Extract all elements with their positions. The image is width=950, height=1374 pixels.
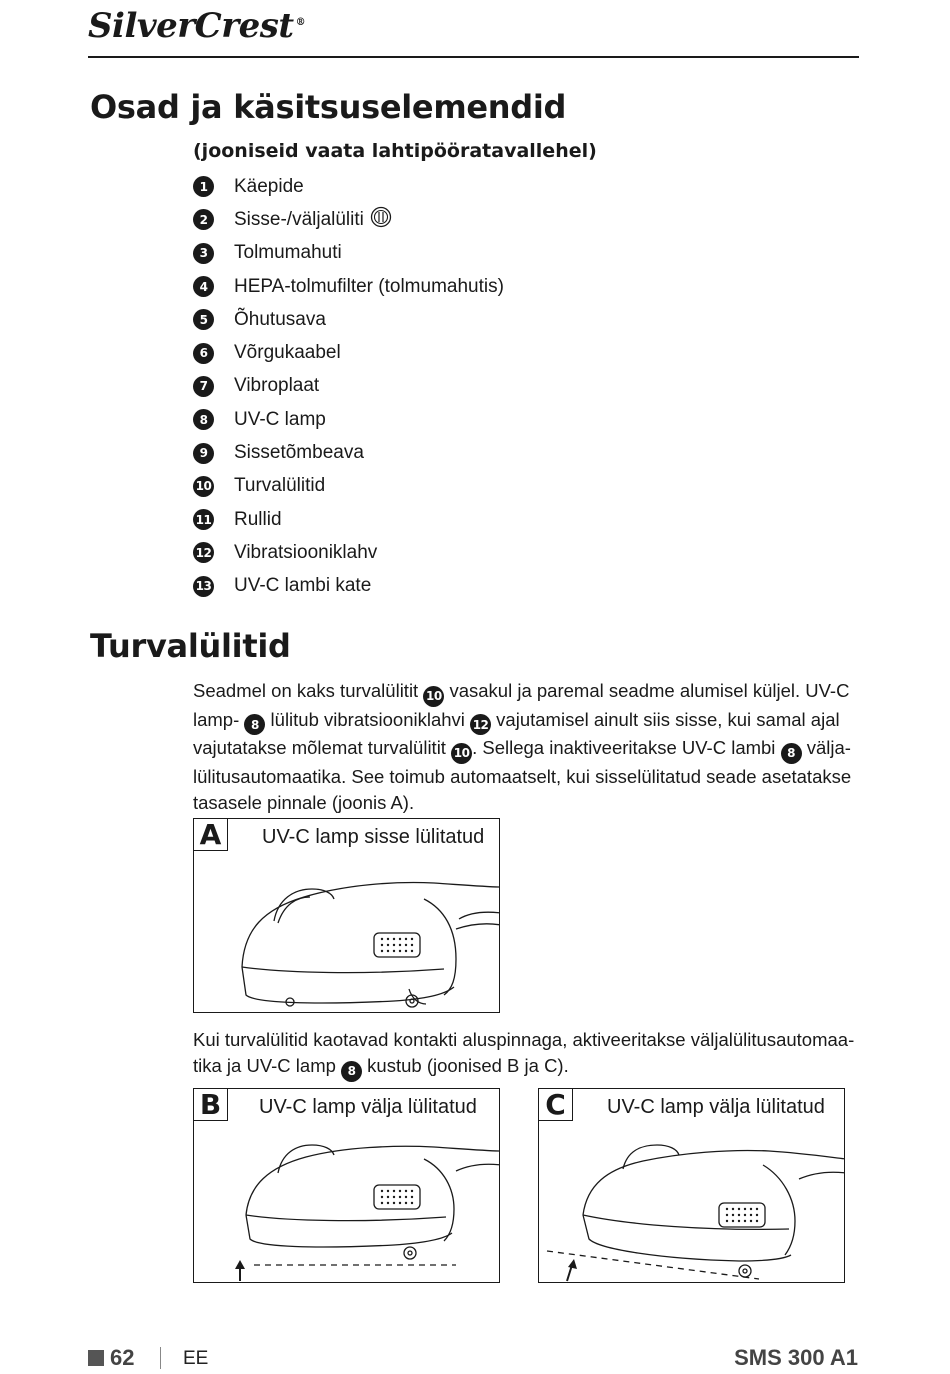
part-number: 3 (193, 243, 214, 264)
text-line: Kui turvalülitid kaotavad kontakti aluspinnaga, aktiveeritakse väljalülitusautomaa- (193, 1029, 855, 1050)
part-ref: 8 (341, 1061, 362, 1082)
list-item (193, 203, 504, 236)
text-run: vajutatakse mõlemat turvalülitit (193, 737, 452, 759)
language-code: EE (183, 1348, 209, 1369)
safety-paragraph-2 (193, 1027, 859, 1082)
parts-heading: Osad ja käsitsuselemendid (90, 88, 567, 126)
figure-letter: C (539, 1089, 573, 1121)
text-run: vasakul ja paremal seadme alumisel küljel. UV-C (444, 680, 850, 701)
part-ref: 8 (244, 714, 265, 735)
part-label: UV-C lamp (234, 408, 326, 430)
list-item (193, 170, 504, 203)
list-item (193, 270, 504, 303)
text-run: . Sellega inaktiveeritakse UV-C lambi (472, 737, 781, 759)
list-item (193, 436, 504, 469)
safety-heading: Turvalülitid (90, 627, 291, 665)
registered-mark: ® (295, 16, 306, 28)
figure-a (193, 818, 500, 1013)
model-name: SMS 300 A1 (734, 1345, 858, 1370)
safety-paragraph-1 (193, 678, 859, 817)
brand-logo (88, 6, 305, 46)
list-item (193, 503, 504, 536)
text-run: Seadmel on kaks turvalülitit (193, 680, 424, 701)
part-number: 7 (193, 376, 214, 397)
part-number: 9 (193, 443, 214, 464)
text-run: lülitub vibratsiooniklahvi (265, 708, 471, 730)
footer-marker (88, 1350, 104, 1366)
part-label: Õhutusava (234, 308, 326, 330)
part-label: Sissetõmbeava (234, 442, 364, 464)
figure-c (538, 1088, 845, 1283)
figure-caption: UV-C lamp sisse lülitatud (262, 826, 485, 848)
part-label: Turvalülitid (234, 475, 326, 497)
list-item (193, 536, 504, 569)
part-label: Sisse-/väljalüliti (234, 208, 364, 230)
part-label: HEPA-tolmufilter (tolmumahutis) (234, 275, 504, 297)
part-label: Vibroplaat (234, 375, 320, 397)
part-number: 4 (193, 276, 214, 297)
parts-subtitle: (jooniseid vaata lahtipööratavallehel) (193, 140, 597, 162)
text-run: tika ja UV-C lamp (193, 1055, 342, 1077)
part-number: 10 (193, 476, 214, 497)
list-item (193, 336, 504, 369)
text-line: lülitusautomaatika. See toimub automaatselt, kui sisselülitatud seade asetatakse (193, 765, 852, 787)
part-number: 2 (193, 209, 214, 230)
list-item (193, 470, 504, 503)
figure-b (193, 1088, 500, 1283)
part-label: Käepide (234, 175, 304, 197)
text-run: vajutamisel ainult siis sisse, kui samal ajal (491, 708, 840, 730)
part-ref: 10 (451, 743, 472, 764)
figure-caption: UV-C lamp välja lülitatud (607, 1096, 825, 1118)
part-number: 5 (193, 309, 214, 330)
part-number: 8 (193, 409, 214, 430)
figure-caption: UV-C lamp välja lülitatud (259, 1096, 477, 1118)
part-label: Rullid (234, 508, 282, 530)
power-switch-icon (370, 206, 392, 234)
footer-divider (160, 1347, 161, 1369)
list-item (193, 303, 504, 336)
text-run: kustub (joonised B ja C). (362, 1055, 569, 1077)
part-number: 6 (193, 343, 214, 364)
brand-name: SilverCrest (88, 6, 294, 46)
list-item (193, 370, 504, 403)
part-number: 11 (193, 509, 214, 530)
figure-letter: B (194, 1089, 228, 1121)
part-label: Võrgukaabel (234, 342, 341, 364)
text-run: lamp- (193, 708, 245, 730)
part-number: 1 (193, 176, 214, 197)
part-ref: 10 (423, 686, 444, 707)
part-label: Vibratsiooniklahv (234, 541, 378, 563)
text-run: välja- (801, 737, 851, 759)
header-rule (88, 56, 859, 58)
part-number: 13 (193, 576, 214, 597)
part-number: 12 (193, 542, 214, 563)
part-ref: 8 (781, 743, 802, 764)
part-ref: 12 (470, 714, 491, 735)
list-item (193, 237, 504, 270)
text-line: tasasele pinnale (joonis A). (193, 792, 415, 814)
figure-letter: A (194, 819, 228, 851)
list-item (193, 403, 504, 436)
page-number: 62 (110, 1345, 135, 1370)
parts-list (193, 170, 504, 603)
list-item (193, 570, 504, 603)
part-label: Tolmumahuti (234, 242, 342, 264)
part-label: UV-C lambi kate (234, 575, 372, 597)
